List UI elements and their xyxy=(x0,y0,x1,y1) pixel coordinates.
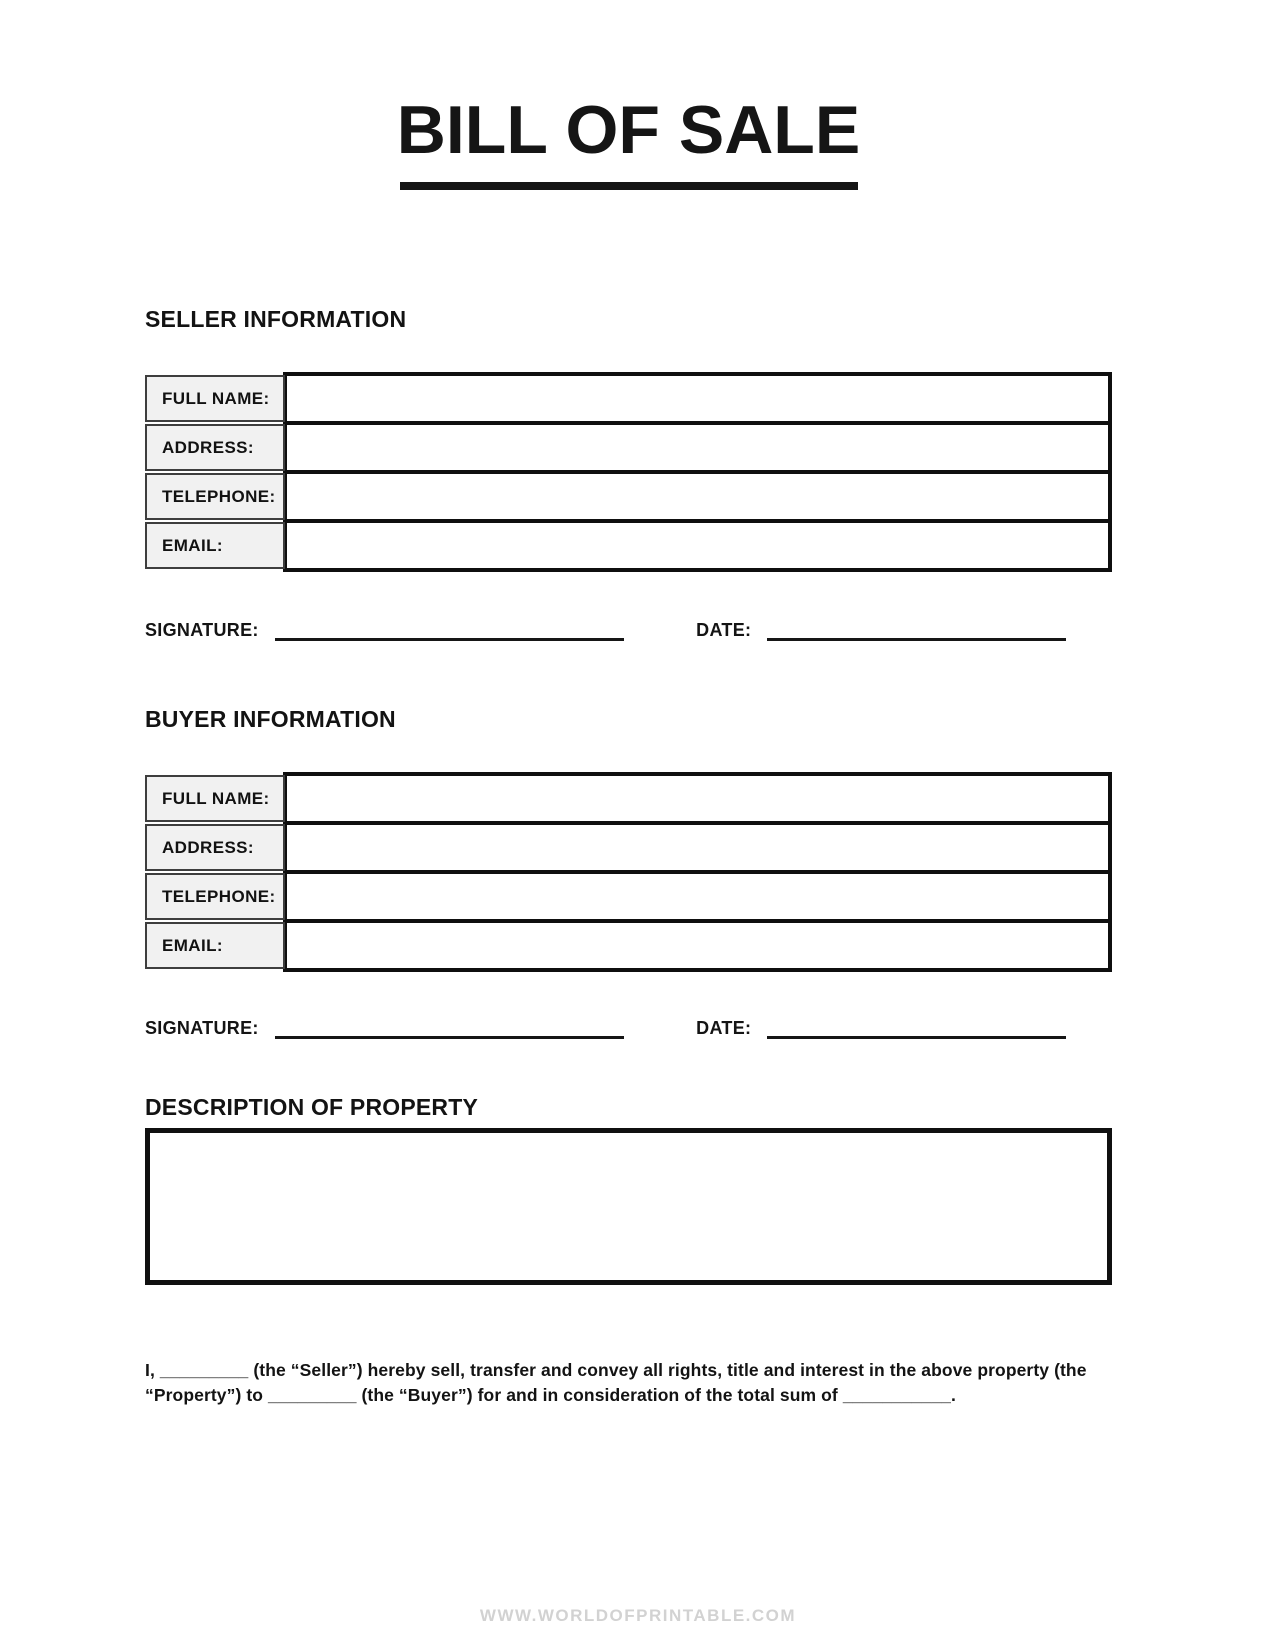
seller-email-label: EMAIL: xyxy=(145,522,285,569)
table-row xyxy=(145,372,1112,425)
title-block xyxy=(145,92,1112,190)
seller-signature-row xyxy=(145,615,1112,641)
buyer-signature-row xyxy=(145,1013,1112,1039)
table-row xyxy=(145,519,1112,572)
seller-email-input[interactable] xyxy=(283,519,1112,572)
buyer-info-table xyxy=(145,772,1112,972)
seller-date-label: DATE: xyxy=(696,620,752,640)
declaration-text: I, _________ (the “Seller”) hereby sell, transfer and convey all rights, title and interest in the above property (the “Property”) to _________ (the “Buyer”) for and in consideration of the total sum of ___________. xyxy=(145,1360,1087,1406)
seller-address-label: ADDRESS: xyxy=(145,424,285,471)
buyer-signature-label: SIGNATURE: xyxy=(145,1018,259,1038)
table-row xyxy=(145,470,1112,523)
title-underline xyxy=(400,182,858,190)
table-row xyxy=(145,772,1112,825)
buyer-date-line[interactable] xyxy=(767,1013,1066,1039)
page-title: BILL OF SALE xyxy=(396,92,861,168)
property-section-heading: DESCRIPTION OF PROPERTY xyxy=(145,1094,479,1120)
buyer-signature-line[interactable] xyxy=(275,1013,624,1039)
property-description-box[interactable] xyxy=(145,1128,1112,1285)
footer-url: WWW.WORLDOFPRINTABLE.COM xyxy=(479,1606,797,1625)
buyer-telephone-label: TELEPHONE: xyxy=(145,873,285,920)
table-row xyxy=(145,919,1112,972)
buyer-section-heading: BUYER INFORMATION xyxy=(145,706,396,732)
buyer-full-name-label: FULL NAME: xyxy=(145,775,285,822)
buyer-telephone-input[interactable] xyxy=(283,870,1112,923)
seller-date-line[interactable] xyxy=(767,615,1066,641)
seller-info-table xyxy=(145,372,1112,572)
table-row xyxy=(145,870,1112,923)
seller-full-name-input[interactable] xyxy=(283,372,1112,425)
seller-signature-line[interactable] xyxy=(275,615,624,641)
table-row xyxy=(145,421,1112,474)
table-row xyxy=(145,821,1112,874)
seller-section-heading: SELLER INFORMATION xyxy=(145,306,407,332)
buyer-address-label: ADDRESS: xyxy=(145,824,285,871)
seller-address-input[interactable] xyxy=(283,421,1112,474)
buyer-email-label: EMAIL: xyxy=(145,922,285,969)
buyer-email-input[interactable] xyxy=(283,919,1112,972)
buyer-address-input[interactable] xyxy=(283,821,1112,874)
buyer-full-name-input[interactable] xyxy=(283,772,1112,825)
seller-telephone-input[interactable] xyxy=(283,470,1112,523)
seller-signature-label: SIGNATURE: xyxy=(145,620,259,640)
buyer-date-label: DATE: xyxy=(696,1018,752,1038)
seller-full-name-label: FULL NAME: xyxy=(145,375,285,422)
seller-telephone-label: TELEPHONE: xyxy=(145,473,285,520)
